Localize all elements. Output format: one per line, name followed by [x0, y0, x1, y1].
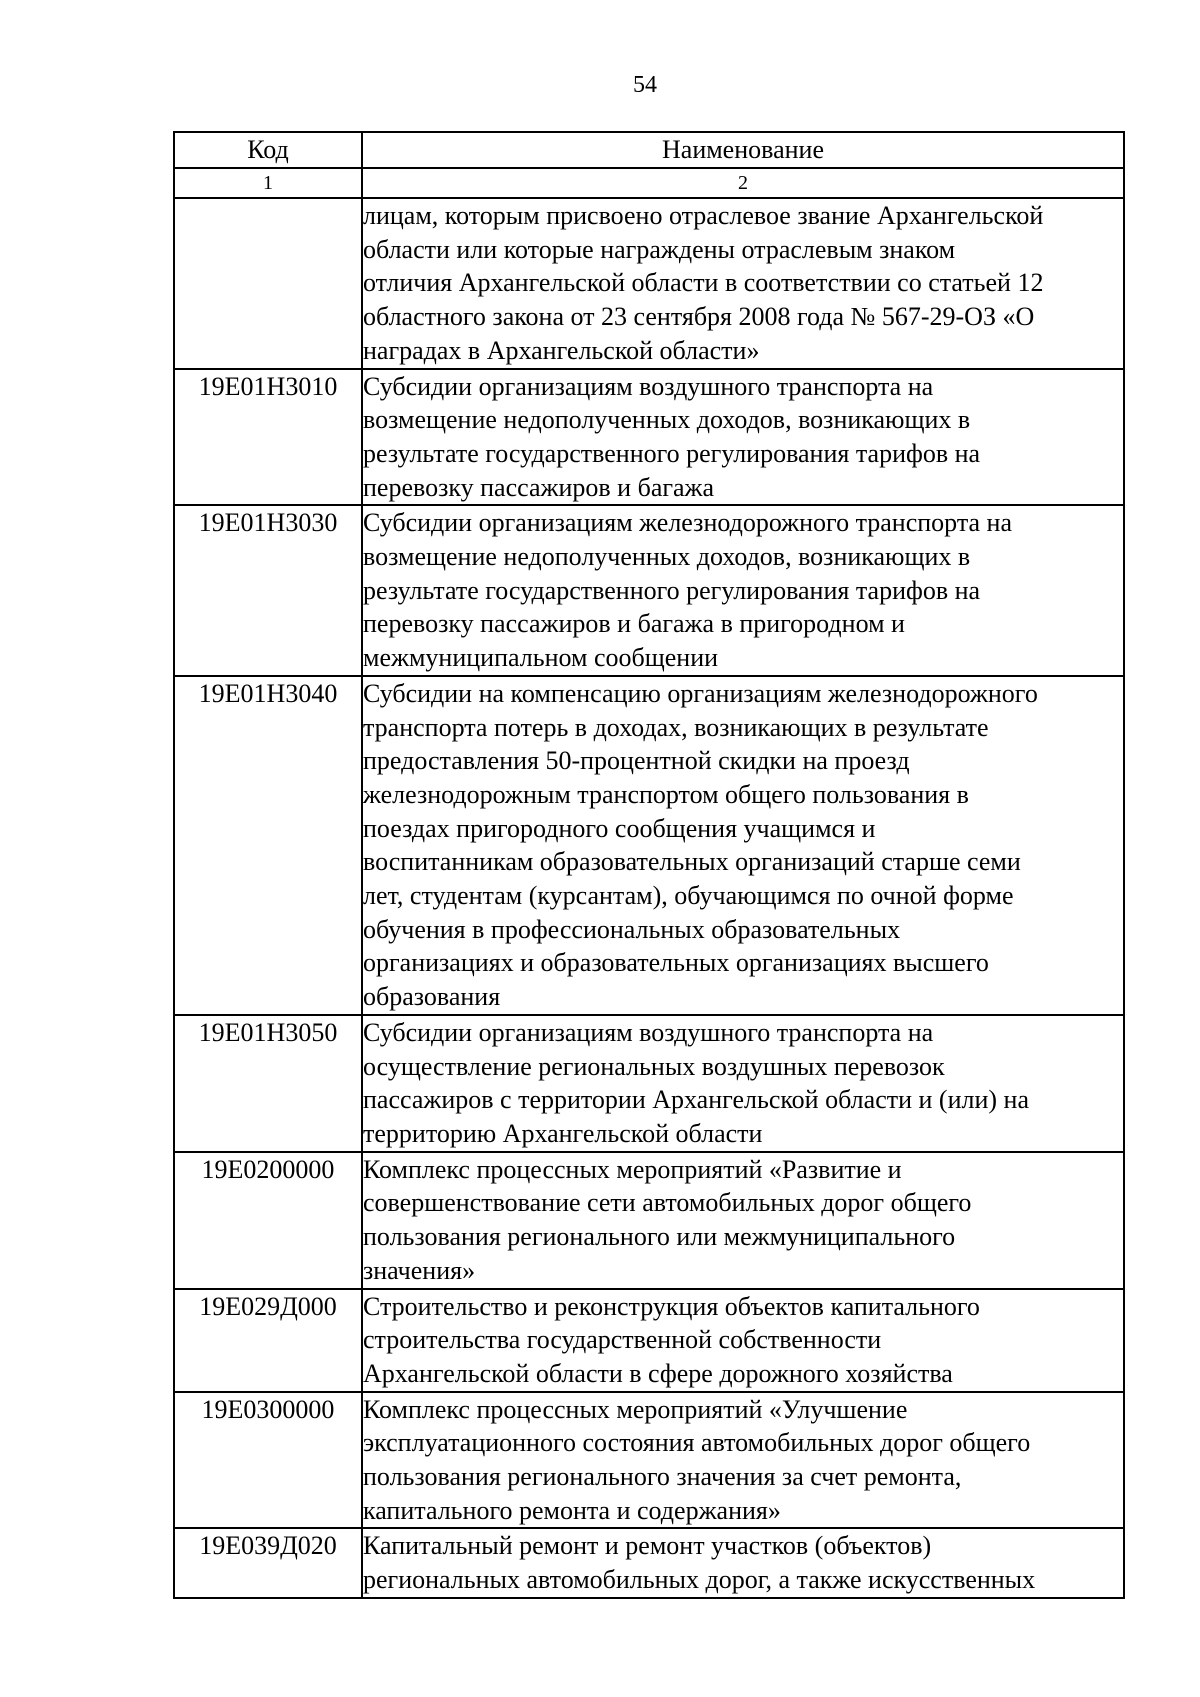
table-header-row [174, 132, 1124, 168]
row-name-line: пользования регионального значения за счет ремонта, [363, 1462, 962, 1492]
row-name-line: предоставления 50-процентной скидки на проезд [363, 746, 910, 776]
row-name-line: перевозку пассажиров и багажа в пригородном и [363, 609, 905, 639]
row-code: 19Е01Н3040 [174, 676, 362, 1015]
row-name-line: лицам, которым присвоено отраслевое звание Архангельской [363, 201, 1044, 230]
row-name-line: возмещение недополученных доходов, возникающих в [363, 542, 971, 572]
column-number-code: 1 [174, 168, 362, 198]
row-name-line: пользования регионального или межмуниципального [363, 1222, 956, 1252]
row-name-line: Субсидии организациям воздушного транспорта на [363, 371, 934, 401]
row-code: 19Е039Д020 [174, 1528, 362, 1597]
table-row [174, 1528, 1124, 1597]
row-name [362, 1289, 1124, 1392]
row-name-line: осуществление региональных воздушных перевозок [363, 1051, 945, 1081]
row-name-line: пассажиров с территории Архангельской области и (или) на [363, 1085, 1029, 1115]
row-code: 19Е01Н3030 [174, 505, 362, 676]
row-name-line: Строительство и реконструкция объектов капитального [363, 1291, 980, 1321]
row-name-line: результате государственного регулирования тарифов на [363, 438, 981, 468]
row-name-line: Субсидии на компенсацию организациям железнодорожного [363, 678, 1038, 708]
row-code [174, 198, 362, 369]
row-name-line: совершенствование сети автомобильных дорог общего [363, 1188, 972, 1218]
row-code: 19Е0200000 [174, 1152, 362, 1289]
row-name-line: значения» [363, 1255, 476, 1285]
row-name-line: Капитальный ремонт и ремонт участков (объектов) [363, 1531, 932, 1561]
row-code: 19Е01Н3050 [174, 1015, 362, 1152]
row-name-line: воспитанникам образовательных организаций старше семи [363, 847, 1021, 877]
row-name-line: Комплекс процессных мероприятий «Улучшение [363, 1394, 908, 1424]
table-row [174, 369, 1124, 506]
row-name-line: лет, студентам (курсантам), обучающимся по очной форме [363, 881, 1014, 911]
row-name-line: Архангельской области в сфере дорожного хозяйства [363, 1358, 953, 1388]
table-body [174, 198, 1124, 1598]
row-name-line: отличия Архангельской области в соответствии со статьей 12 [363, 268, 1044, 298]
table-row [174, 676, 1124, 1015]
table-row [174, 1152, 1124, 1289]
row-name [362, 676, 1124, 1015]
row-name-line: возмещение недополученных доходов, возникающих в [363, 405, 971, 435]
header-code: Код [174, 132, 362, 168]
page-number: 54 [633, 72, 657, 98]
row-name-line: Субсидии организациям воздушного транспорта на [363, 1017, 934, 1047]
row-name-line: региональных автомобильных дорог, а также искусственных [363, 1565, 1036, 1595]
row-name-line: поездах пригородного сообщения учащимся и [363, 813, 876, 843]
budget-code-table [173, 131, 1125, 1599]
row-name-line: наградах в Архангельской области» [363, 335, 760, 365]
row-name [362, 369, 1124, 506]
row-name-line: результате государственного регулирования тарифов на [363, 575, 981, 605]
row-code: 19Е0300000 [174, 1392, 362, 1529]
row-name [362, 1015, 1124, 1152]
row-name-line: областного закона от 23 сентября 2008 года № 567-29-ОЗ «О [363, 302, 1035, 332]
row-name-line: строительства государственной собственности [363, 1325, 882, 1355]
row-name-line: эксплуатационного состояния автомобильных дорог общего [363, 1428, 1031, 1458]
row-name-line: территорию Архангельской области [363, 1118, 763, 1148]
row-name [362, 198, 1124, 369]
row-name-line: перевозку пассажиров и багажа [363, 472, 715, 502]
row-name [362, 1152, 1124, 1289]
table-row [174, 198, 1124, 369]
row-name-line: обучения в профессиональных образовательных [363, 914, 901, 944]
row-name-line: транспорта потерь в доходах, возникающих в результате [363, 712, 989, 742]
table-row [174, 1392, 1124, 1529]
row-name-line: капитального ремонта и содержания» [363, 1495, 781, 1525]
row-name [362, 505, 1124, 676]
column-number-row [174, 168, 1124, 198]
row-name-line: организациях и образовательных организациях высшего [363, 948, 989, 978]
row-code: 19Е029Д000 [174, 1289, 362, 1392]
row-name-line: Комплекс процессных мероприятий «Развитие и [363, 1154, 902, 1184]
table-row [174, 1015, 1124, 1152]
row-name-line: области или которые награждены отраслевым знаком [363, 234, 956, 264]
row-name [362, 1528, 1124, 1597]
row-name-line: образования [363, 982, 501, 1012]
header-name: Наименование [362, 132, 1124, 168]
row-name-line: железнодорожным транспортом общего пользования в [363, 779, 969, 809]
row-name-line: межмуниципальном сообщении [363, 643, 719, 673]
table-row [174, 1289, 1124, 1392]
row-name [362, 1392, 1124, 1529]
row-name-line: Субсидии организациям железнодорожного транспорта на [363, 508, 1012, 538]
column-number-name: 2 [362, 168, 1124, 198]
table-row [174, 505, 1124, 676]
row-code: 19Е01Н3010 [174, 369, 362, 506]
